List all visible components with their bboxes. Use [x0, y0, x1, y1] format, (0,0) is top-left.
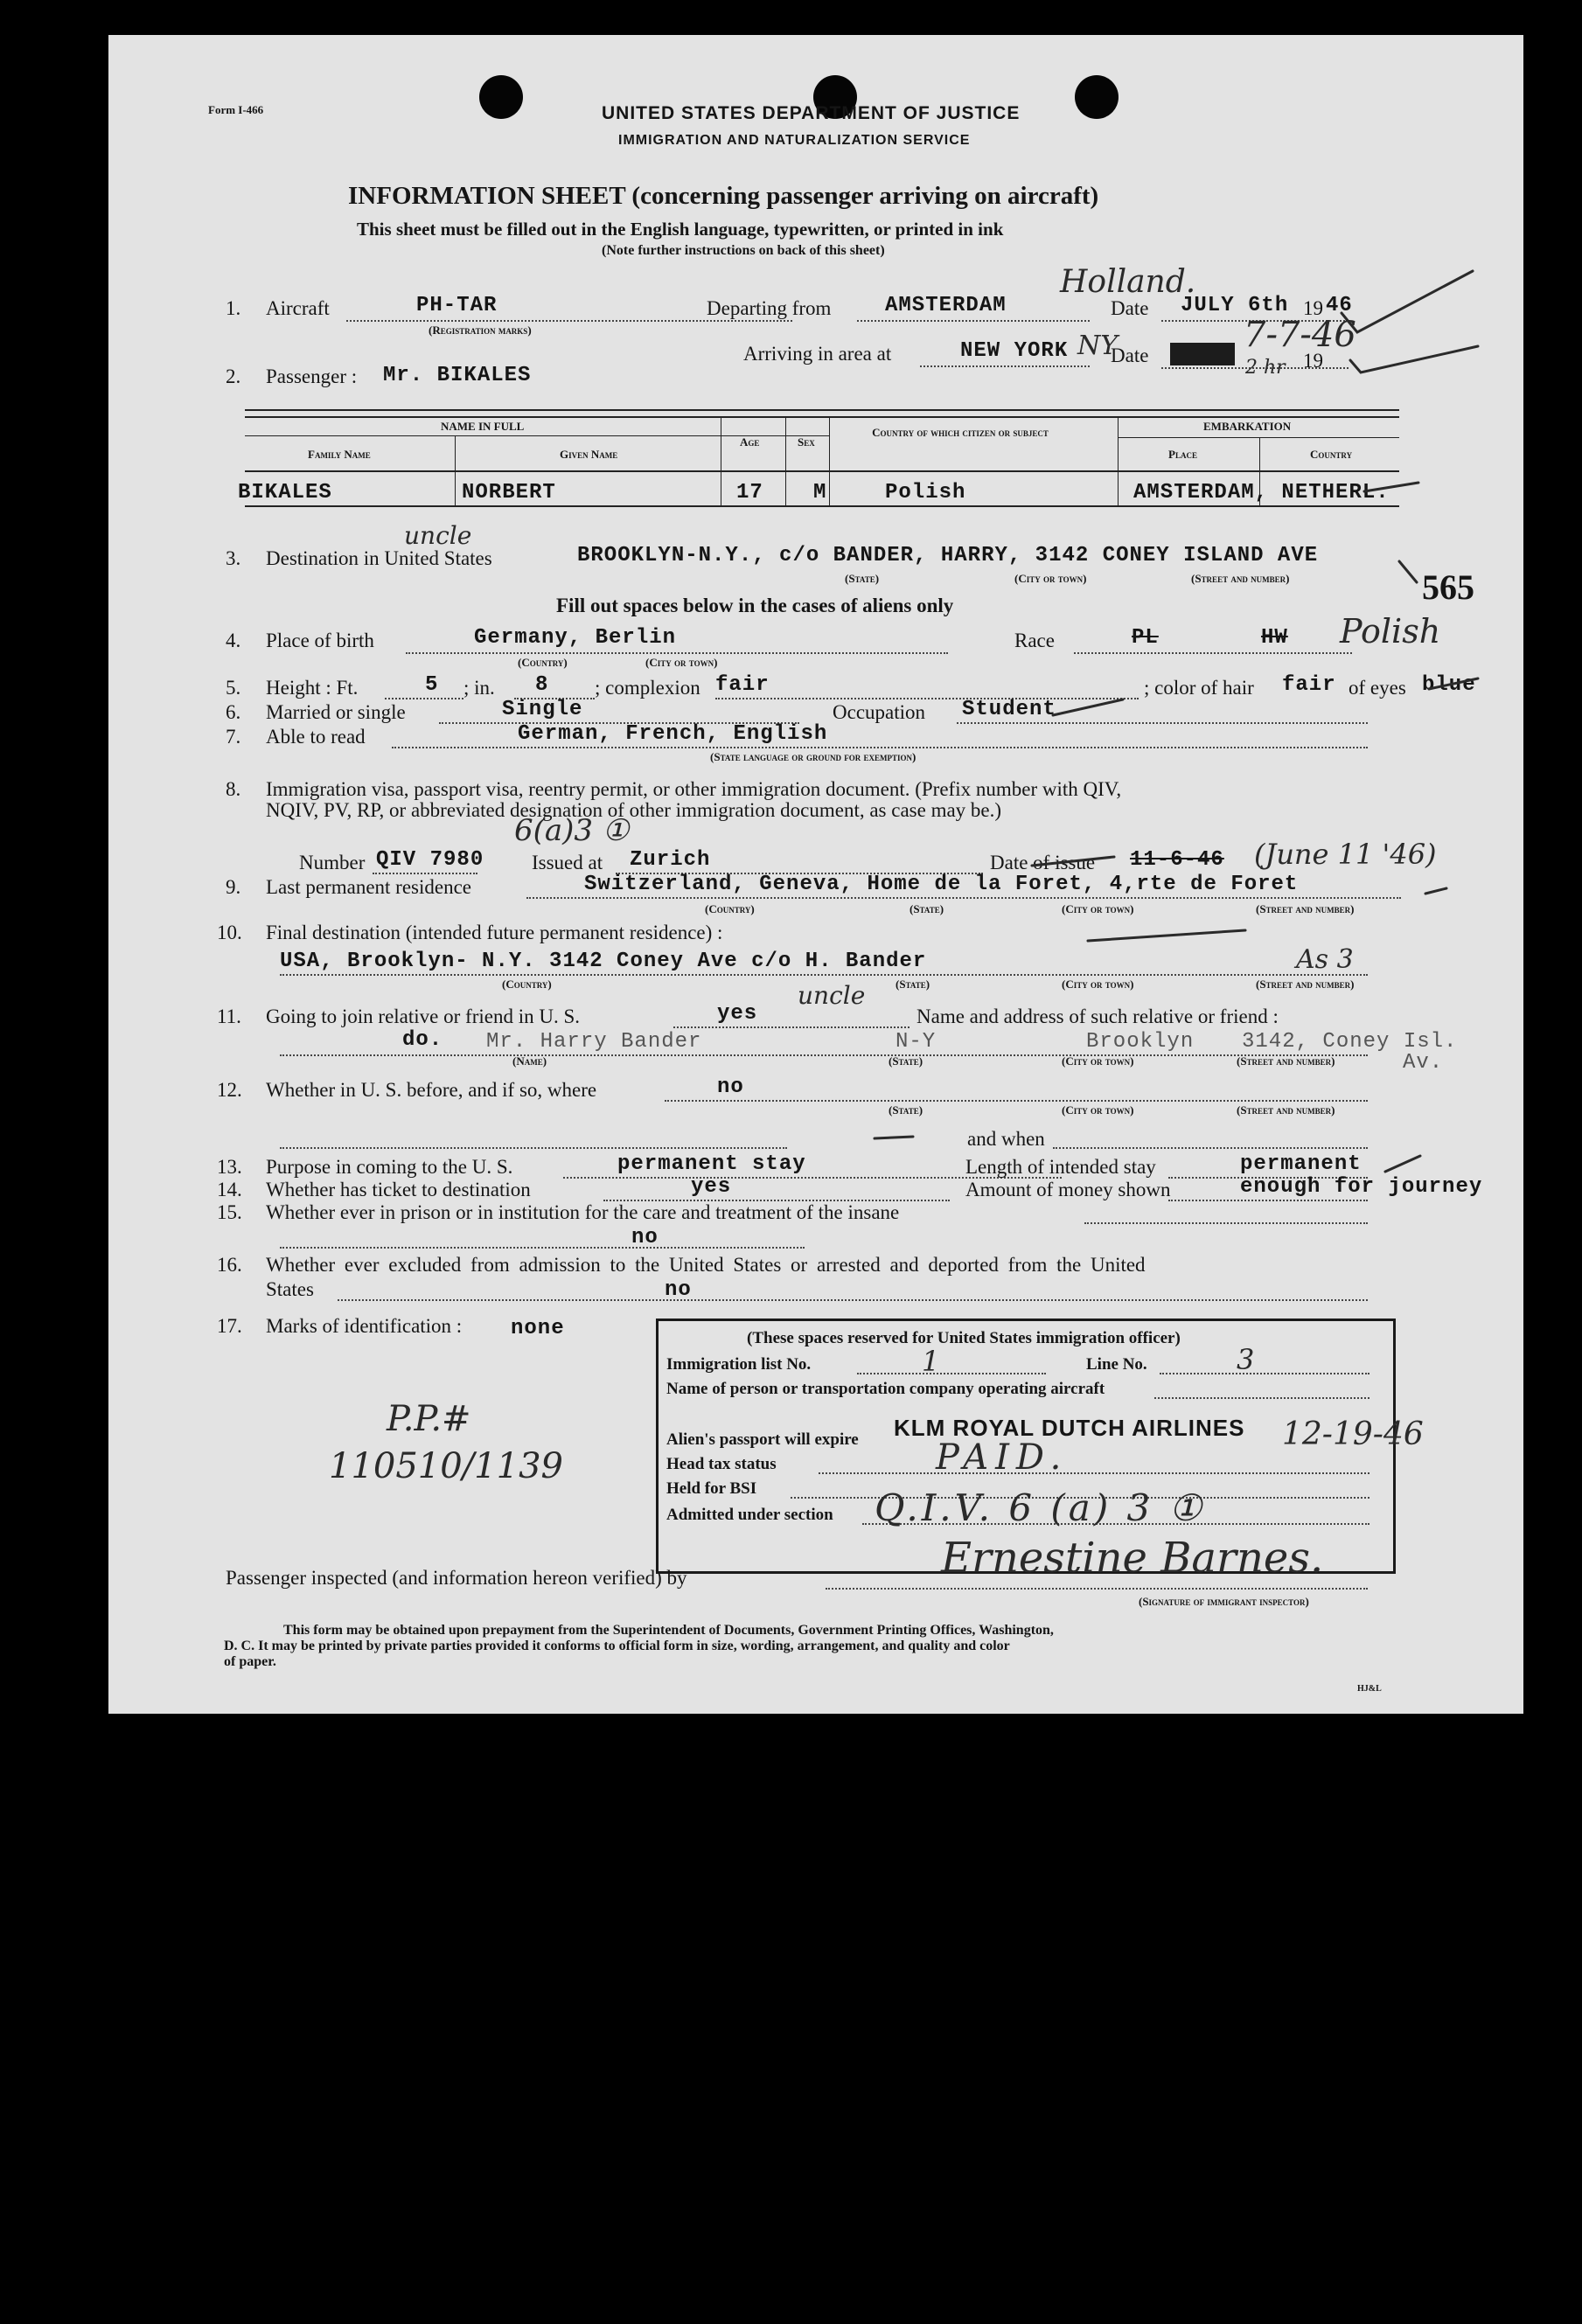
relative-name-label: Name and address of such relative or friend :: [916, 1005, 1279, 1027]
q8-number: 8.: [226, 778, 241, 800]
q15-number: 15.: [217, 1201, 242, 1223]
complexion-value: fair: [715, 673, 770, 697]
signature-caption: (Signature of immigrant inspector): [1139, 1595, 1309, 1608]
marital-value: Single: [502, 698, 583, 721]
admitted-value: Q.I.V. 6 (a) 3 ①: [875, 1486, 1206, 1529]
residence-label: Last permanent residence: [266, 876, 471, 898]
relative-do: do.: [402, 1028, 443, 1052]
q11-number: 11.: [217, 1005, 241, 1027]
line-no-value: 3: [1237, 1343, 1255, 1376]
check-mark-destination: [1399, 561, 1417, 582]
read-caption: (State language or ground for exemption): [710, 750, 916, 763]
note-line: (Note further instructions on back of this sheet): [602, 243, 885, 258]
residence-value: Switzerland, Geneva, Home de la Foret, 4,rte de Foret: [584, 873, 1299, 896]
date-label: Date: [1111, 297, 1149, 319]
destination-label: Destination in United States: [266, 547, 492, 569]
marks-label: Marks of identification :: [266, 1315, 463, 1337]
length-value: permanent: [1240, 1152, 1362, 1176]
relative-street-2: Av.: [1403, 1051, 1444, 1075]
visa-number: QIV 7980: [376, 848, 484, 872]
height-ft: 5: [425, 673, 439, 697]
q11-name-caption: (Name): [512, 1054, 547, 1068]
q12-state-caption: (State): [889, 1103, 923, 1117]
tax-value: PAID.: [936, 1437, 1069, 1478]
col-country: Country: [1310, 448, 1353, 461]
height-label: Height : Ft.: [266, 677, 359, 699]
col-sex: Sex: [798, 435, 815, 449]
departing-value: AMSTERDAM: [885, 294, 1007, 317]
q12-street-caption: (Street and number): [1237, 1103, 1335, 1117]
final-dest-handwritten: As 3: [1296, 944, 1354, 975]
q9-city-caption: (City or town): [1062, 902, 1134, 915]
excluded-label-2: States: [266, 1278, 314, 1300]
passenger-label: Passenger :: [266, 365, 358, 387]
relative-value: yes: [717, 1002, 758, 1026]
reg-marks-caption: (Registration marks): [429, 324, 532, 337]
length-label: Length of intended stay: [965, 1156, 1156, 1178]
before-label: Whether in U. S. before, and if so, where: [266, 1079, 597, 1101]
passport-label: Alien's passport will expire: [666, 1430, 859, 1449]
eyes-value: blue: [1422, 673, 1476, 697]
height-in: 8: [535, 673, 549, 697]
q10-number: 10.: [217, 922, 242, 943]
operator-label: Name of person or transportation company operating aircraft: [666, 1380, 1105, 1398]
form-number: Form I-466: [208, 103, 264, 116]
punch-hole-left: [479, 75, 523, 119]
cell-citizen: Polish: [885, 481, 966, 504]
col-place: Place: [1168, 448, 1197, 461]
excluded-value: no: [665, 1278, 692, 1302]
race-struck-2: HW: [1261, 626, 1288, 650]
q11-city-caption: (City or town): [1062, 1054, 1134, 1068]
service-title: IMMIGRATION AND NATURALIZATION SERVICE: [618, 133, 971, 148]
operator-value: KLM ROYAL DUTCH AIRLINES: [894, 1415, 1245, 1441]
relative-handwritten: uncle: [798, 981, 866, 1010]
aircraft-value: PH-TAR: [416, 294, 498, 317]
prison-label: Whether ever in prison or in institution for the care and treatment of the insane: [266, 1201, 900, 1223]
date2-handwritten: 7-7-46: [1244, 315, 1356, 355]
q6-number: 6.: [226, 701, 241, 723]
birth-label: Place of birth: [266, 630, 374, 651]
q3-number: 3.: [226, 547, 241, 569]
footer-line-1: This form may be obtained upon prepayment from the Superintendent of Documents, Government Printing Offices, Washington,: [283, 1623, 1054, 1638]
read-value: German, French, English: [518, 722, 828, 746]
officer-box-title: (These spaces reserved for United States immigration officer): [747, 1329, 1181, 1347]
occupation-value: Student: [962, 698, 1056, 721]
q9-country-caption: (Country): [705, 902, 755, 915]
check-mark-when: [875, 1137, 913, 1138]
footer-code: HJ&L: [1357, 1684, 1382, 1694]
passport-value: 12-19-46: [1282, 1416, 1424, 1452]
arriving-value: NEW YORK: [960, 339, 1069, 363]
hair-value: fair: [1282, 673, 1336, 697]
pph-line-2: 110510/1139: [329, 1446, 563, 1486]
issue-date-struck: 11-6-46: [1130, 848, 1224, 872]
date2-initial: 2 hr: [1245, 357, 1286, 379]
check-mark-date2: [1350, 346, 1478, 372]
tax-label: Head tax status: [666, 1455, 777, 1473]
q3-state-caption: (State): [845, 572, 880, 585]
footer-line-2: D. C. It may be printed by private parties provided it conforms to official form in size, wording, arrangement, and quality and color: [224, 1639, 1010, 1653]
race-struck-1: PL: [1132, 626, 1159, 650]
issued-label: Issued at: [532, 852, 603, 873]
form-sheet: [108, 35, 1523, 1714]
occupation-label: Occupation: [833, 701, 926, 723]
admitted-label: Admitted under section: [666, 1506, 833, 1524]
q8-handwritten: 6(a)3 ①: [514, 813, 630, 848]
purpose-label: Purpose in coming to the U. S.: [266, 1156, 513, 1178]
q9-state-caption: (State): [909, 902, 944, 915]
complexion-label: ; complexion: [595, 677, 700, 699]
relative-label: Going to join relative or friend in U. S.: [266, 1005, 580, 1027]
relative-street: 3142, Coney Isl.: [1242, 1030, 1458, 1054]
arriving-label: Arriving in area at: [743, 343, 892, 365]
q10-country-caption: (Country): [502, 978, 552, 991]
money-label: Amount of money shown: [965, 1179, 1171, 1200]
final-dest-label: Final destination (intended future permanent residence) :: [266, 922, 723, 943]
cell-given: NORBERT: [462, 481, 556, 504]
and-when-label: and when: [967, 1128, 1045, 1150]
destination-value: BROOKLYN-N.Y., c/o BANDER, HARRY, 3142 CONEY ISLAND AVE: [577, 544, 1319, 567]
check-mark-date: [1342, 271, 1473, 332]
q1-aircraft-label: Aircraft: [266, 297, 330, 319]
date2-year-prefix: 19: [1303, 350, 1323, 372]
pph-line-1: P.P.#: [387, 1399, 471, 1439]
q1-number: 1.: [226, 297, 241, 319]
q3-city-caption: (City or town): [1014, 572, 1087, 585]
cell-age: 17: [736, 481, 763, 504]
aliens-heading: Fill out spaces below in the cases of aliens only: [556, 595, 954, 616]
date2-label: Date: [1111, 344, 1149, 366]
stamp-number: 565: [1422, 567, 1474, 607]
ticket-label: Whether has ticket to destination: [266, 1179, 531, 1200]
q7-number: 7.: [226, 726, 241, 748]
q13-number: 13.: [217, 1156, 242, 1178]
arriving-handwritten: NY: [1077, 331, 1119, 361]
race-label: Race: [1014, 630, 1055, 651]
q14-number: 14.: [217, 1179, 242, 1200]
q9-street-caption: (Street and number): [1256, 902, 1355, 915]
hair-label: ; color of hair: [1144, 677, 1254, 699]
purpose-value: permanent stay: [617, 1152, 806, 1176]
number-label: Number: [299, 852, 366, 873]
ticket-value: yes: [691, 1175, 732, 1199]
q11-state-caption: (State): [889, 1054, 923, 1068]
col-country-citizen: Country of which citizen or subject: [872, 426, 1049, 439]
relative-name: Mr. Harry Bander: [486, 1030, 702, 1054]
check-mark-residence: [1425, 888, 1446, 894]
eyes-label: of eyes: [1349, 677, 1406, 699]
col-family-name: Family Name: [308, 448, 371, 461]
q12-city-caption: (City or town): [1062, 1103, 1134, 1117]
cell-embarkation: AMSTERDAM, NETHERL.: [1133, 481, 1390, 504]
bsi-label: Held for BSI: [666, 1479, 757, 1498]
col-name-in-full: NAME IN FULL: [441, 420, 525, 433]
line-no-label: Line No.: [1086, 1355, 1147, 1374]
birth-value: Germany, Berlin: [474, 626, 677, 650]
q8-text-2: NQIV, PV, RP, or abbreviated designation of other immigration document, as case may be.): [266, 799, 1002, 821]
instruction-line: This sheet must be filled out in the English language, typewritten, or printed in ink: [357, 219, 1004, 240]
q10-city-caption: (City or town): [1062, 978, 1134, 991]
punch-hole-right: [1075, 75, 1119, 119]
q2-number: 2.: [226, 365, 241, 387]
cell-sex: M: [813, 481, 827, 504]
inspector-signature: Ernestine Barnes.: [941, 1534, 1324, 1583]
inspected-label: Passenger inspected (and information hereon verified) by: [226, 1567, 687, 1589]
relative-state: N-Y: [896, 1030, 937, 1054]
departing-handwritten: Holland.: [1060, 264, 1196, 300]
check-mark-final: [1088, 930, 1245, 941]
q4-city-caption: (City or town): [645, 656, 718, 669]
page-title: INFORMATION SHEET (concerning passenger arriving on aircraft): [348, 182, 1099, 210]
q12-number: 12.: [217, 1079, 242, 1101]
list-no-value: 1: [922, 1345, 940, 1378]
read-label: Able to read: [266, 726, 366, 748]
final-dest-value: USA, Brooklyn- N.Y. 3142 Coney Ave c/o H. Bander: [280, 950, 927, 973]
prison-value: no: [631, 1226, 659, 1249]
q4-country-caption: (Country): [518, 656, 568, 669]
list-no-label: Immigration list No.: [666, 1355, 812, 1374]
inches-label: ; in.: [463, 677, 495, 699]
excluded-label: Whether ever excluded from admission to the United States or arrested and deported from the United: [266, 1254, 1146, 1276]
issue-date-label: Date of issue: [990, 852, 1096, 873]
money-value: enough for journey: [1240, 1175, 1483, 1199]
before-value: no: [717, 1075, 744, 1099]
passenger-value: Mr. BIKALES: [383, 364, 532, 387]
q10-state-caption: (State): [896, 978, 930, 991]
q9-number: 9.: [226, 876, 241, 898]
marks-value: none: [511, 1317, 565, 1340]
department-title: UNITED STATES DEPARTMENT OF JUSTICE: [602, 103, 1021, 123]
relative-city: Brooklyn: [1086, 1030, 1195, 1054]
check-mark-length: [1385, 1156, 1420, 1172]
col-given-name: Given Name: [560, 448, 618, 461]
year-prefix: 19: [1303, 297, 1323, 319]
q3-street-caption: (Street and number): [1191, 572, 1290, 585]
col-age: Age: [740, 435, 760, 449]
q11-street-caption: (Street and number): [1237, 1054, 1335, 1068]
col-embarkation: EMBARKATION: [1203, 420, 1292, 433]
q17-number: 17.: [217, 1315, 242, 1337]
q5-number: 5.: [226, 677, 241, 699]
issue-date-handwritten: (June 11 '46): [1254, 838, 1437, 871]
issued-value: Zurich: [630, 848, 711, 872]
check-mark-occupation: [1053, 699, 1123, 715]
marital-label: Married or single: [266, 701, 406, 723]
footer-line-3: of paper.: [224, 1654, 276, 1669]
q4-number: 4.: [226, 630, 241, 651]
cell-family: BIKALES: [238, 481, 332, 504]
q8-text-1: Immigration visa, passport visa, reentry permit, or other immigration document. (Prefix number with QIV,: [266, 778, 1122, 800]
date-value: JULY 6th: [1181, 294, 1289, 317]
destination-handwritten: uncle: [404, 521, 472, 550]
departing-label: Departing from: [707, 297, 832, 319]
year-value: 46: [1326, 294, 1353, 317]
q10-street-caption: (Street and number): [1256, 978, 1355, 991]
date2-struck-box: [1170, 343, 1235, 365]
q16-number: 16.: [217, 1254, 242, 1276]
race-handwritten: Polish: [1340, 612, 1441, 651]
